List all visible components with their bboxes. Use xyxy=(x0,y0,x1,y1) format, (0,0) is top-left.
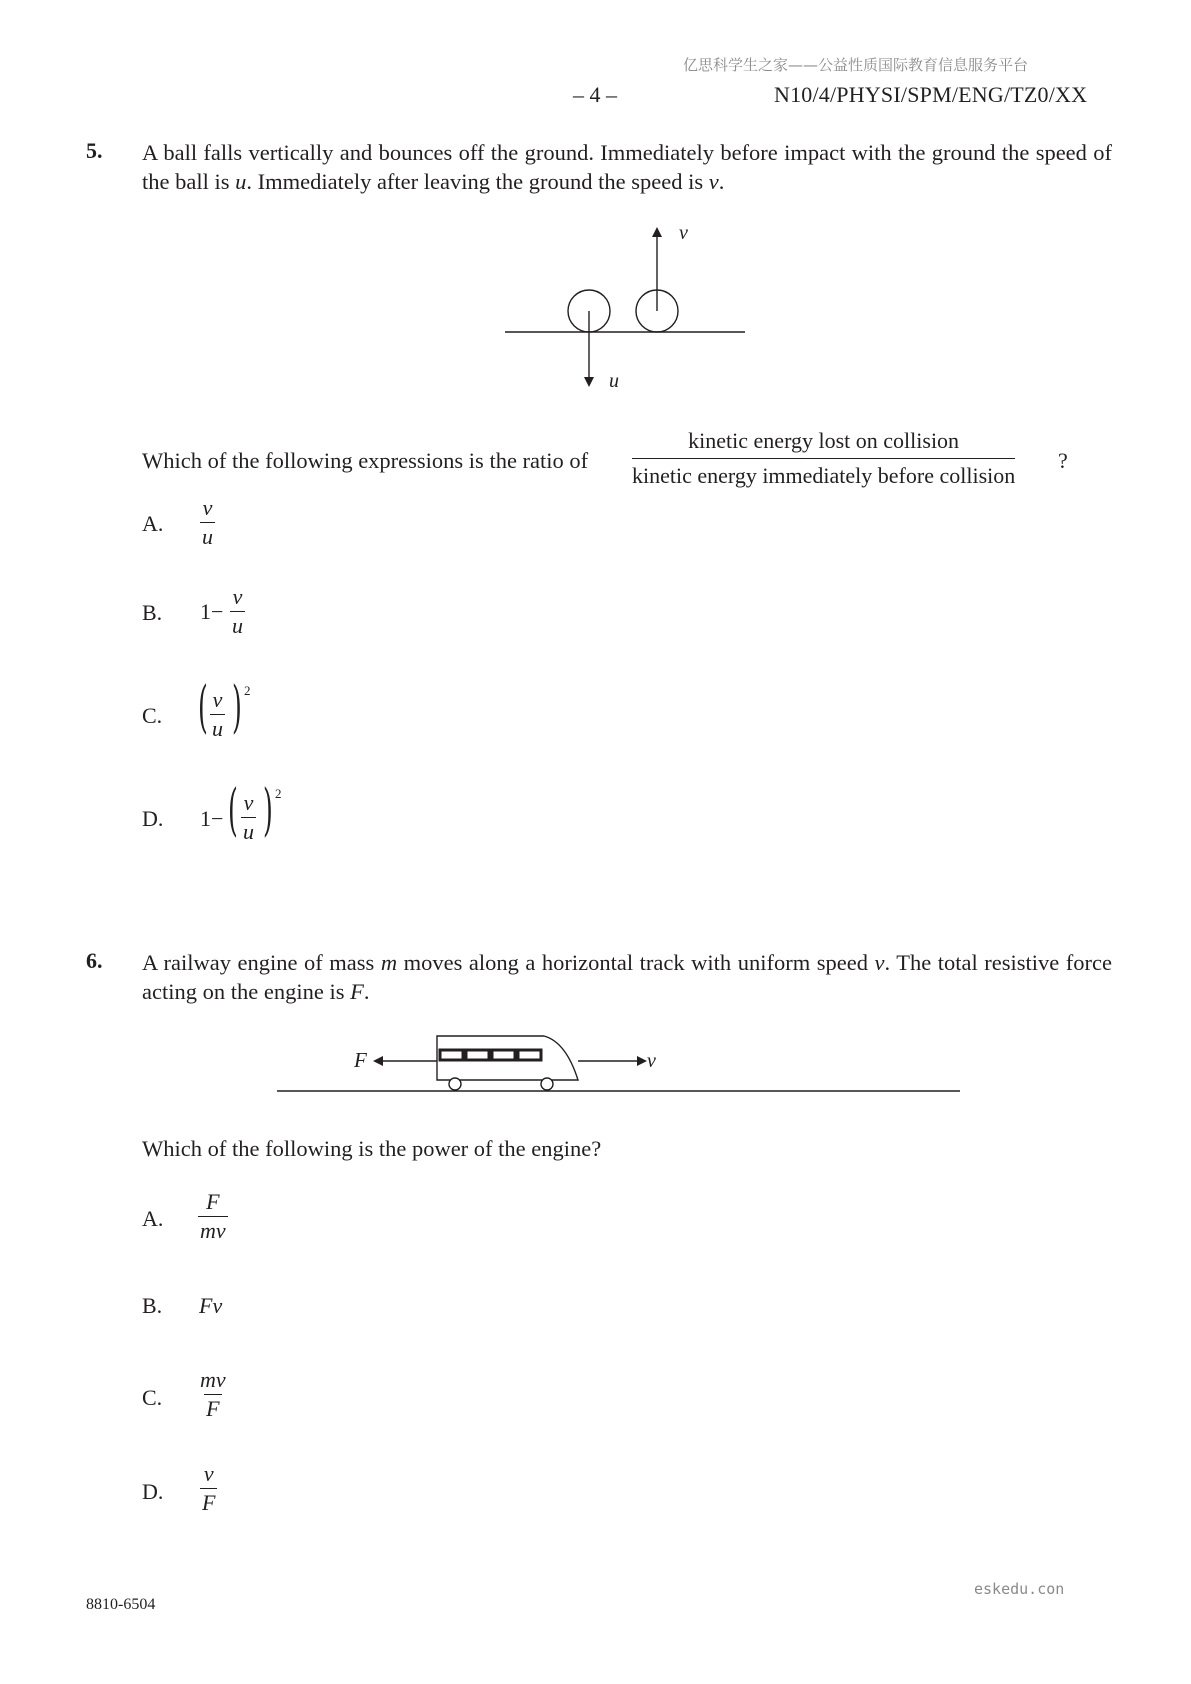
denominator: mv xyxy=(200,1218,226,1243)
q6-option-d-letter[interactable]: D. xyxy=(142,1479,164,1504)
q5-option-a-fraction[interactable] xyxy=(200,496,215,549)
q5-var-u: u xyxy=(235,169,247,194)
q5-option-d-exponent: 2 xyxy=(275,786,282,801)
q6-var-F: F xyxy=(350,979,364,1004)
denominator: u xyxy=(212,716,223,741)
q5-option-b-fraction[interactable] xyxy=(230,585,245,638)
q6-text-part: . The total resistive force acting on the engine is xyxy=(142,950,1112,1004)
ratio-numerator: kinetic energy lost on collision xyxy=(688,428,960,453)
q6-option-b-letter[interactable]: B. xyxy=(142,1293,163,1318)
q5-var-v: v xyxy=(708,169,719,194)
ratio-fraction xyxy=(632,428,1015,489)
question-5-number: 5. xyxy=(86,138,103,163)
watermark-text: 亿思科学生之家——公益性质国际教育信息服务平台 xyxy=(683,56,1029,74)
numerator: v xyxy=(243,790,254,815)
numerator: v xyxy=(232,584,243,609)
q5-option-d-fraction[interactable] xyxy=(241,791,256,844)
left-paren: ( xyxy=(228,778,238,843)
question-6-number: 6. xyxy=(86,948,103,973)
denominator: F xyxy=(202,1490,216,1515)
numerator: v xyxy=(203,1461,214,1486)
engine-wheel-rear xyxy=(449,1078,461,1090)
q5-text-part: . xyxy=(718,169,725,194)
q5-option-b-letter[interactable]: B. xyxy=(142,600,163,625)
q6-option-d-fraction[interactable] xyxy=(200,1462,217,1515)
q5-option-d-prefix: 1− xyxy=(200,806,224,831)
question-5-text xyxy=(142,138,1112,196)
q6-option-b-value[interactable]: Fv xyxy=(199,1293,223,1318)
paper-code: N10/4/PHYSI/SPM/ENG/TZ0/XX xyxy=(774,82,1088,107)
q5-option-a-letter[interactable]: A. xyxy=(142,511,164,536)
ball-bounce-diagram xyxy=(500,222,760,402)
denominator: u xyxy=(243,819,254,844)
q5-option-c-exponent: 2 xyxy=(244,683,251,698)
q6-option-c-letter[interactable]: C. xyxy=(142,1385,163,1410)
q5-option-d-letter[interactable]: D. xyxy=(142,806,164,831)
numerator: v xyxy=(202,495,213,520)
q5-text-part: A ball falls vertically and bounces off the ground. Immediately before impact with the ground the speed of the ball is xyxy=(142,140,1112,194)
train-label-v: v xyxy=(647,1050,656,1072)
denominator: F xyxy=(206,1396,220,1421)
q5-option-c-fraction[interactable] xyxy=(210,688,225,741)
footer-site-text: eskedu.con xyxy=(974,1580,1065,1598)
footer-code: 8810-6504 xyxy=(86,1596,156,1613)
numerator: F xyxy=(206,1189,220,1214)
q5-prompt: Which of the following expressions is the ratio of xyxy=(142,448,589,473)
q6-prompt: Which of the following is the power of the engine? xyxy=(142,1136,602,1161)
q5-text-part: . Immediately after leaving the ground the speed is xyxy=(246,169,709,194)
page-number: – 4 – xyxy=(573,82,617,107)
train-diagram xyxy=(270,1030,970,1100)
diagram-label-u: u xyxy=(609,370,619,392)
numerator: mv xyxy=(200,1367,226,1392)
q6-option-a-fraction[interactable] xyxy=(198,1190,228,1243)
right-paren: ) xyxy=(263,778,273,843)
engine-windows xyxy=(440,1050,541,1060)
q6-option-a-letter[interactable]: A. xyxy=(142,1206,164,1231)
ratio-denominator: kinetic energy immediately before collision xyxy=(632,458,1015,489)
question-mark: ? xyxy=(1058,448,1068,473)
q5-option-b-prefix: 1− xyxy=(200,599,224,624)
right-paren: ) xyxy=(232,675,242,740)
train-label-F: F xyxy=(354,1048,367,1072)
q6-text-part: moves along a horizontal track with uniform speed xyxy=(397,950,875,975)
q6-text-part: A railway engine of mass xyxy=(142,950,381,975)
left-paren: ( xyxy=(198,675,208,740)
denominator: u xyxy=(202,524,213,549)
diagram-label-v: v xyxy=(679,222,688,244)
engine-wheel-front xyxy=(541,1078,553,1090)
q5-option-c-letter[interactable]: C. xyxy=(142,703,163,728)
q6-var-v: v xyxy=(874,950,885,975)
q6-var-m: m xyxy=(380,950,398,975)
numerator: v xyxy=(212,687,223,712)
denominator: u xyxy=(232,613,243,638)
q6-option-c-fraction[interactable] xyxy=(198,1368,228,1421)
q6-text-part: . xyxy=(363,979,370,1004)
question-6-text xyxy=(142,948,1112,1006)
